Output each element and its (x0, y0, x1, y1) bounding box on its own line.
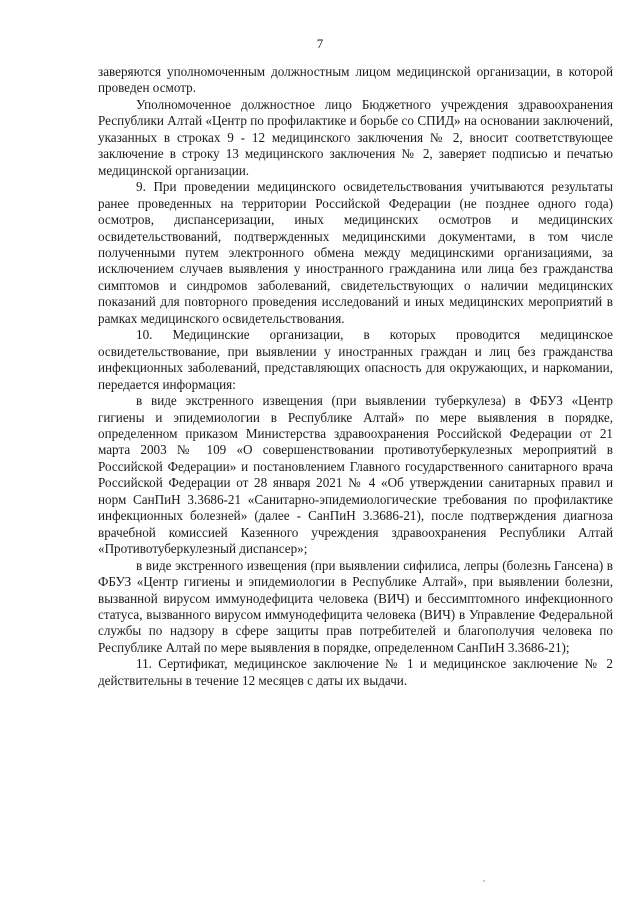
paragraph-item-9: 9. При проведении медицинского освидетельствования учитываются результаты ранее проведенных на территории Российской Федерации (не позднее одного года) осмотров, диспансеризации, иных медицинских осмотров и медицинских освидетельствований, подтвержденных медицинскими документами, в том числе полученными путем электронного обмена между медицинскими организациями, за исключением случаев выявления у иностранного гражданина или лица без гражданства симптомов и синдромов заболеваний, свидетельствующих о наличии медицинских показаний для повторного проведения исследований и иных медицинских мероприятий в рамках медицинского освидетельствования. (98, 179, 613, 326)
page-number: 7 (316, 36, 324, 51)
paragraph-tuberculosis-notice: в виде экстренного извещения (при выявлении туберкулеза) в ФБУЗ «Центр гигиены и эпидемиологии в Республике Алтай» по мере выявления в порядке, определенном приказом Министерства здравоохранения Российской Федерации от 21 марта 2003 № 109 «О совершенствовании противотуберкулезных мероприятий в Российской Федерации» и постановлением Главного государственного санитарного врача Российской Федерации от 28 января 2021 № 4 «Об утверждении санитарных правил и норм СанПиН 3.3686-21 «Санитарно-эпидемиологические требования по профилактике инфекционных болезней» (далее - СанПиН 3.3686-21), после подтверждения диагноза врачебной комиссией Казенного учреждения здравоохранения Республики Алтай «Противотуберкулезный диспансер»; (98, 393, 613, 557)
paragraph-item-10: 10. Медицинские организации, в которых проводится медицинское освидетельствование, при выявлении у иностранных граждан и лиц без гражданства инфекционных заболеваний, представляющих опасность для окружающих, и наркомании, передается информация: (98, 327, 613, 392)
scan-dot (483, 880, 485, 882)
paragraph-item-11: 11. Сертификат, медицинское заключение № 1 и медицинское заключение № 2 действительны в течение 12 месяцев с даты их выдачи. (98, 656, 613, 688)
document-body (98, 64, 613, 689)
paragraph-authorized-official: Уполномоченное должностное лицо Бюджетного учреждения здравоохранения Республики Алтай «Центр по профилактике и борьбе со СПИД» на основании заключений, указанных в строках 9 - 12 медицинского заключения № 2, вносит соответствующее заключение в строку 13 медицинского заключения № 2, заверяет подписью и печатью медицинской организации. (98, 96, 613, 178)
paragraph-continuation: заверяются уполномоченным должностным лицом медицинской организации, в которой проведен осмотр. (98, 64, 613, 96)
paragraph-syphilis-hiv-notice: в виде экстренного извещения (при выявлении сифилиса, лепры (болезнь Гансена) в ФБУЗ «Центр гигиены и эпидемиологии в Республике Алтай», при выявлении болезни, вызванной вирусом иммунодефицита человека (ВИЧ) и бессимптомного инфекционного статуса, вызванного вирусом иммунодефицита человека (ВИЧ) в Управление Федеральной службы по надзору в сфере защиты прав потребителей и благополучия человека по Республике Алтай по мере выявления в порядке, определенном СанПиН 3.3686-21); (98, 557, 613, 655)
